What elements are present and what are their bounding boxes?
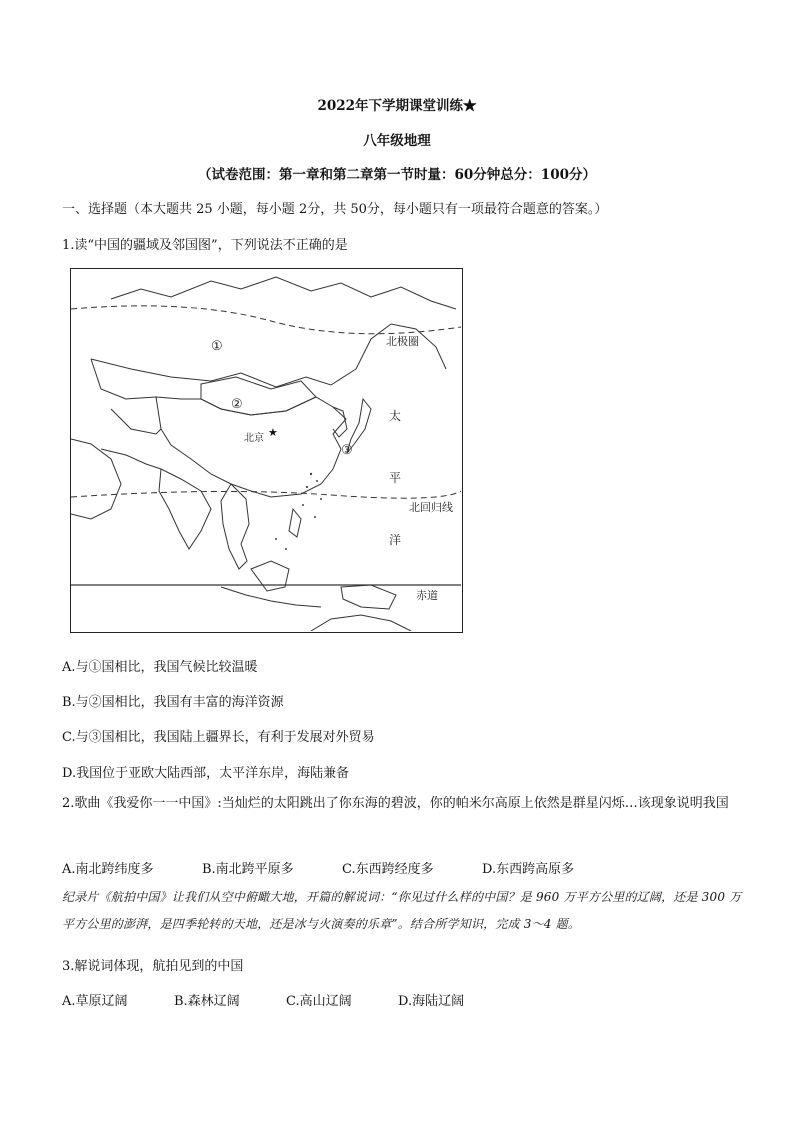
section-heading: 一、选择题（本大题共 25 小题，每小题 2分，共 50分，每小题只有一项最符合题意的答案。） [62, 202, 608, 217]
question-3-option-c: C.高山辽阔 [286, 994, 352, 1009]
capital-star-icon: ★ [268, 426, 278, 439]
exam-subject: 八年级地理 [363, 133, 431, 149]
question-2-option-a: A.南北跨纬度多 [62, 862, 154, 877]
question-3-option-b: B.森林辽阔 [174, 994, 240, 1009]
map-ocean-char-3: 洋 [389, 533, 402, 547]
map-label-1: ① [211, 339, 223, 354]
question-3-stem: 3.解说词体现，航拍见到的中国 [62, 959, 244, 974]
map-arctic-label: 北极圈 [386, 335, 419, 348]
china-neighbors-map [70, 268, 463, 633]
question-2-stem: 2.歌曲《我爱你一一中国》:当灿烂的太阳跳出了你东海的碧波，你的帕米尔高原上依然是群星闪烁…该现象说明我国 [62, 796, 729, 811]
question-1-option-b: B.与②国相比，我国有丰富的海洋资源 [62, 695, 284, 710]
question-1-option-c: C.与③国相比，我国陆上疆界长，有利于发展对外贸易 [62, 730, 375, 745]
exam-title: 2022年下学期课堂训练★ [317, 98, 477, 114]
question-2-option-d: D.东西跨高原多 [482, 862, 575, 877]
arctic-circle-line [71, 306, 461, 334]
question-3-option-a: A.草原辽阔 [62, 994, 128, 1009]
map-ocean-char-1: 太 [389, 409, 402, 423]
passage-intro: 纪录片《航拍中国》让我们从空中俯瞰大地，开篇的解说词：“你见过什么样的中国？是 960 万平方公里的辽阔，还是 300 万平方公里的澎湃，是四季轮转的天地，还是冰与火演奏的乐章”。结合所学知识，完成 3～4 题。 [62, 890, 742, 931]
question-3-option-d: D.海陆辽阔 [398, 994, 465, 1009]
map-label-3: ③ [341, 443, 353, 458]
tropic-line [71, 491, 461, 498]
map-equator-label: 赤道 [416, 589, 438, 602]
exam-scope: （试卷范围：第一章和第二章第一节时量：60分钟总分：100分） [198, 167, 596, 183]
question-2-option-b: B.南北跨平原多 [202, 862, 294, 877]
map-drawing [71, 269, 461, 631]
question-1-stem: 1.读“中国的疆域及邻国图”，下列说法不正确的是 [62, 238, 348, 253]
map-ocean-char-2: 平 [389, 471, 402, 485]
map-capital-label: 北京 [244, 433, 264, 444]
map-label-2: ② [231, 397, 243, 412]
question-1-option-d: D.我国位于亚欧大陆西部，太平洋东岸，海陆兼备 [62, 766, 350, 781]
question-2-option-c: C.东西跨经度多 [342, 862, 434, 877]
map-tropic-label: 北回归线 [409, 501, 453, 514]
question-1-option-a: A.与①国相比，我国气候比较温暖 [62, 660, 258, 675]
